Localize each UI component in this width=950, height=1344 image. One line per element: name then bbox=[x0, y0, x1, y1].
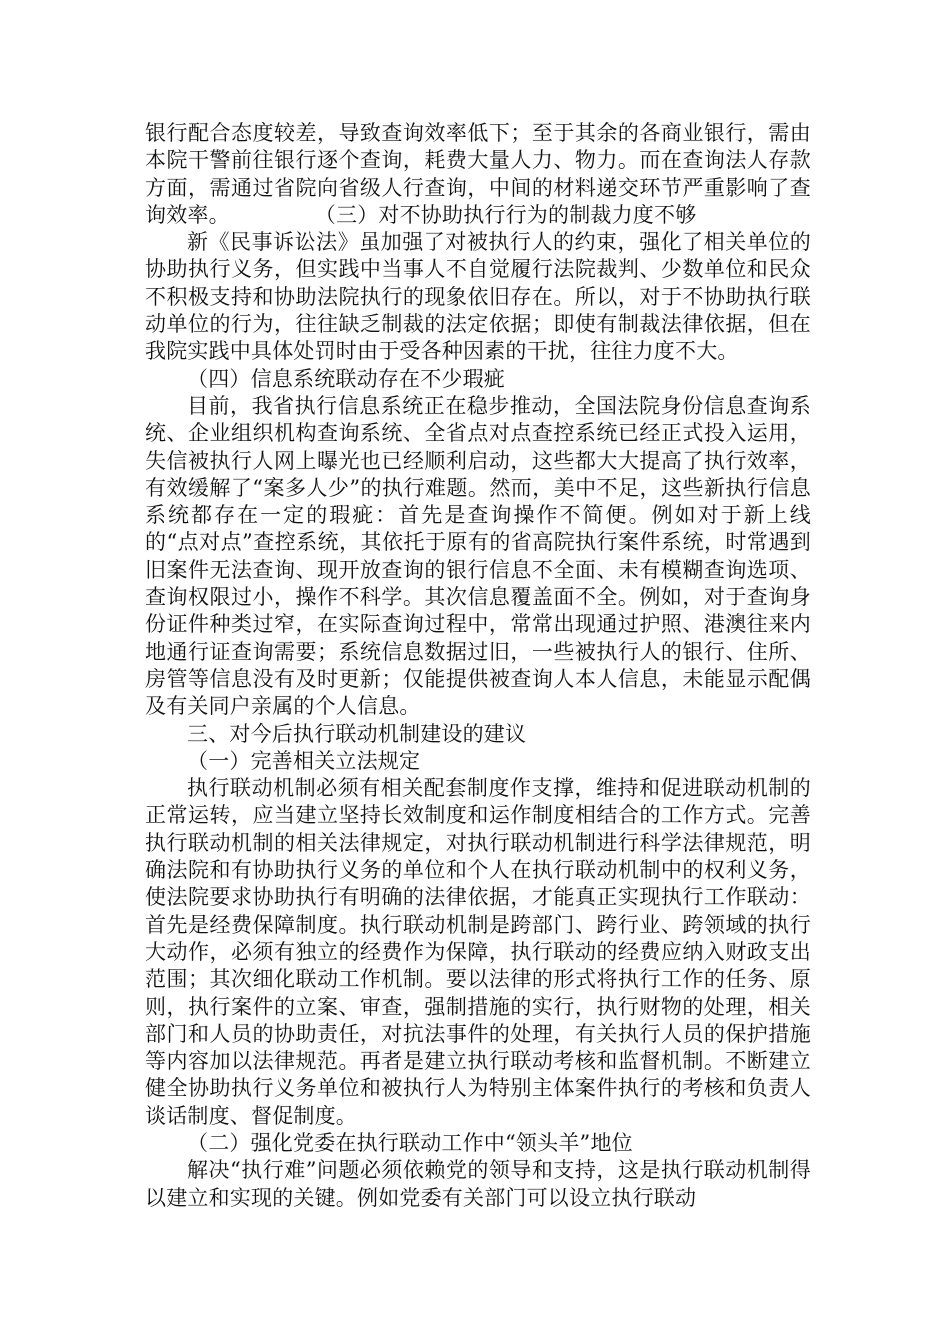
paragraph-bank-query: 银行配合态度较差，导致查询效率低下；至于其余的各商业银行，需由本院干警前往银行逐个查询，耗费大量人力、物力。而在查询法人存款方面，需通过省院向省级人行查询，中间的材料递交环节严重影响了查询效率。 （三）对不协助执行行为的制裁力度不够 bbox=[145, 121, 811, 227]
section-heading-suggestions: 三、对今后执行联动机制建设的建议 bbox=[187, 721, 527, 746]
paragraph-legislation: 执行联动机制必须有相关配套制度作支撑，维持和促进联动机制的正常运转，应当建立坚持长效制度和运作制度相结合的工作方式。完善执行联动机制的相关法律规定，对执行联动机制进行科学法律规范，明确法院和有协助执行义务的单位和个人在执行联动机制中的权利义务，使法院要求协助执行有明确的法律依据，才能真正实现执行工作联动：首先是经费保障制度。执行联动机制是跨部门、跨行业、跨领域的执行大动作，必须有独立的经费作为保障，执行联动的经费应纳入财政支出范围；其次细化联动工作机制。要以法律的形式将执行工作的任务、原则，执行案件的立案、审查，强制措施的实行，执行财物的处理，相关部门和人员的协助责任，对抗法事件的处理，有关执行人员的保护措施等内容加以法律规范。再者是建立执行联动考核和监督机制。不断建立健全协助执行义务单位和被执行人为特别主体案件执行的考核和负责人谈话制度、督促制度。 bbox=[145, 776, 811, 1128]
section-heading-legislation: （一）完善相关立法规定 bbox=[187, 748, 421, 773]
section-heading-party-role: （二）强化党委在执行联动工作中“领头羊”地位 bbox=[187, 1130, 633, 1155]
paragraph-party-role: 解决“执行难”问题必须依赖党的领导和支持，这是执行联动机制得以建立和实现的关键。例如党委有关部门可以设立执行联动 bbox=[145, 1158, 811, 1210]
section-heading-info-system: （四）信息系统联动存在不少瑕疵 bbox=[187, 366, 505, 391]
paragraph-civil-procedure: 新《民事诉讼法》虽加强了对被执行人的约束，强化了相关单位的协助执行义务，但实践中当事人不自觉履行法院裁判、少数单位和民众不积极支持和协助法院执行的现象依旧存在。所以，对于不协助执行联动单位的行为，往往缺乏制裁的法定依据；即使有制裁法律依据，但在我院实践中具体处罚时由于受各种因素的干扰，往往力度不大。 bbox=[145, 230, 811, 364]
paragraph-info-system: 目前，我省执行信息系统正在稳步推动，全国法院身份信息查询系统、企业组织机构查询系统、全省点对点查控系统已经正式投入运用，失信被执行人网上曝光也已经顺利启动，这些都大大提高了执行效率，有效缓解了“案多人少”的执行难题。然而，美中不足，这些新执行信息系统都存在一定的瑕疵：首先是查询操作不简便。例如对于新上线的“点对点”查控系统，其依托于原有的省高院执行案件系统，时常遇到旧案件无法查询、现开放查询的银行信息不全面、未有模糊查询选项、查询权限过小，操作不科学。其次信息覆盖面不全。例如，对于查询身份证件种类过窄，在实际查询过程中，常常出现通过护照、港澳往来内地通行证查询需要；系统信息数据过旧，一些被执行人的银行、住所、房管等信息没有及时更新；仅能提供被查询人本人信息，未能显示配偶及有关同户亲属的个人信息。 bbox=[145, 393, 811, 719]
document-body bbox=[145, 120, 811, 1212]
